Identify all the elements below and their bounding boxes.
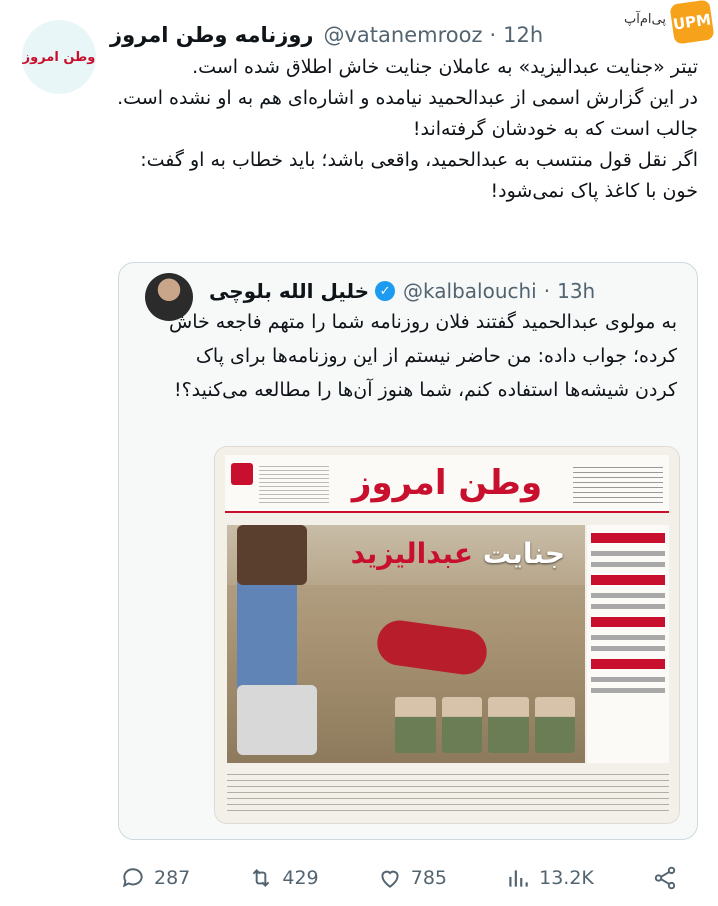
photo-figure-vest <box>237 525 307 585</box>
newspaper-headline <box>351 537 565 570</box>
tweet-line: جالب است که به خودشان گرفته‌اند! <box>412 118 698 140</box>
retweet-button[interactable] <box>248 865 318 891</box>
news-photo <box>227 525 585 763</box>
author-handle[interactable]: @vatanemrooz <box>323 23 483 47</box>
reply-button[interactable] <box>120 865 190 891</box>
verified-badge-icon: ✓ <box>375 281 395 301</box>
sidebar-line <box>591 604 665 609</box>
heart-icon <box>377 865 403 891</box>
sidebar-line <box>591 677 665 682</box>
reply-icon <box>120 865 146 891</box>
separator-dot: · <box>543 279 551 303</box>
avatar[interactable] <box>22 20 96 94</box>
action-bar <box>120 858 678 898</box>
quoted-tweet[interactable] <box>118 262 698 840</box>
masthead-badge <box>231 463 253 485</box>
officer-portrait <box>488 697 529 753</box>
watermark-text: پی‌ام‌آپ <box>624 12 666 27</box>
like-button[interactable] <box>377 865 447 891</box>
views-count: 13.2K <box>539 867 594 889</box>
quoted-author-name[interactable]: خلیل الله بلوچی <box>209 279 370 303</box>
avatar-brand-logo: وطن امروز <box>22 49 96 65</box>
separator-dot: · <box>489 23 497 47</box>
watermark <box>608 0 718 46</box>
officer-portrait <box>395 697 436 753</box>
sidebar-heading <box>591 575 665 585</box>
like-count: 785 <box>410 867 448 889</box>
sidebar-line <box>591 562 665 567</box>
newspaper-masthead <box>225 455 669 513</box>
sidebar-line <box>591 635 665 640</box>
sidebar-line <box>591 551 665 556</box>
headline-part-b: عبدالیزید <box>350 537 473 570</box>
newspaper-body-text <box>227 769 669 813</box>
sidebar-line <box>591 593 665 598</box>
masthead-column-left <box>259 463 329 503</box>
watermark-logo: UPM <box>669 0 714 45</box>
retweet-icon <box>248 865 274 891</box>
tweet-text <box>110 52 698 207</box>
views-chart-icon <box>505 865 531 891</box>
masthead-title: وطن امروز <box>351 463 543 503</box>
photo-car <box>237 685 317 755</box>
newspaper-sidebar <box>587 525 669 763</box>
share-button[interactable] <box>652 865 678 891</box>
tweet-time[interactable]: 12h <box>503 23 544 47</box>
tweet-header <box>110 20 578 50</box>
sidebar-heading <box>591 659 665 669</box>
reply-count: 287 <box>154 867 191 889</box>
sidebar-heading <box>591 617 665 627</box>
newspaper-image[interactable] <box>215 447 679 823</box>
views-button[interactable] <box>505 865 594 891</box>
author-name[interactable]: روزنامه وطن امروز <box>110 23 314 47</box>
quoted-time[interactable]: 13h <box>557 279 596 303</box>
masthead-column-right <box>573 463 663 503</box>
sidebar-line <box>591 646 665 651</box>
photo-victim <box>374 618 489 678</box>
retweet-count: 429 <box>282 867 319 889</box>
tweet-line: در این گزارش اسمی از عبدالحمید نیامده و اشاره‌ای هم به او نشده است. <box>117 87 698 109</box>
tweet-line: اگر نقل قول منتسب به عبدالحمید، واقعی باشد؛ باید خطاب به او گفت: خون با کاغذ پاک نمی‌شود! <box>140 149 698 202</box>
quoted-text: به مولوی عبدالحمید گفتند فلان روزنامه شما را متهم فاجعه خاش کرده؛ جواب داده: من حاضر نیستم از این روزنامه‌ها برای پاک کردن شیشه‌ها استفاده کنم، شما هنوز آن‌ها را مطالعه می‌کنید؟! <box>169 311 677 401</box>
quoted-author-handle[interactable]: @kalbalouchi <box>403 279 537 303</box>
quoted-header <box>209 273 595 309</box>
sidebar-heading <box>591 533 665 543</box>
officer-portrait <box>535 697 576 753</box>
officer-portrait <box>442 697 483 753</box>
officer-portraits <box>395 697 575 753</box>
sidebar-line <box>591 688 665 693</box>
tweet-line: تیتر «جنایت عبدالیزید» به عاملان جنایت خاش اطلاق شده است. <box>192 56 698 78</box>
headline-part-a: جنایت <box>482 537 565 570</box>
share-icon <box>652 865 678 891</box>
